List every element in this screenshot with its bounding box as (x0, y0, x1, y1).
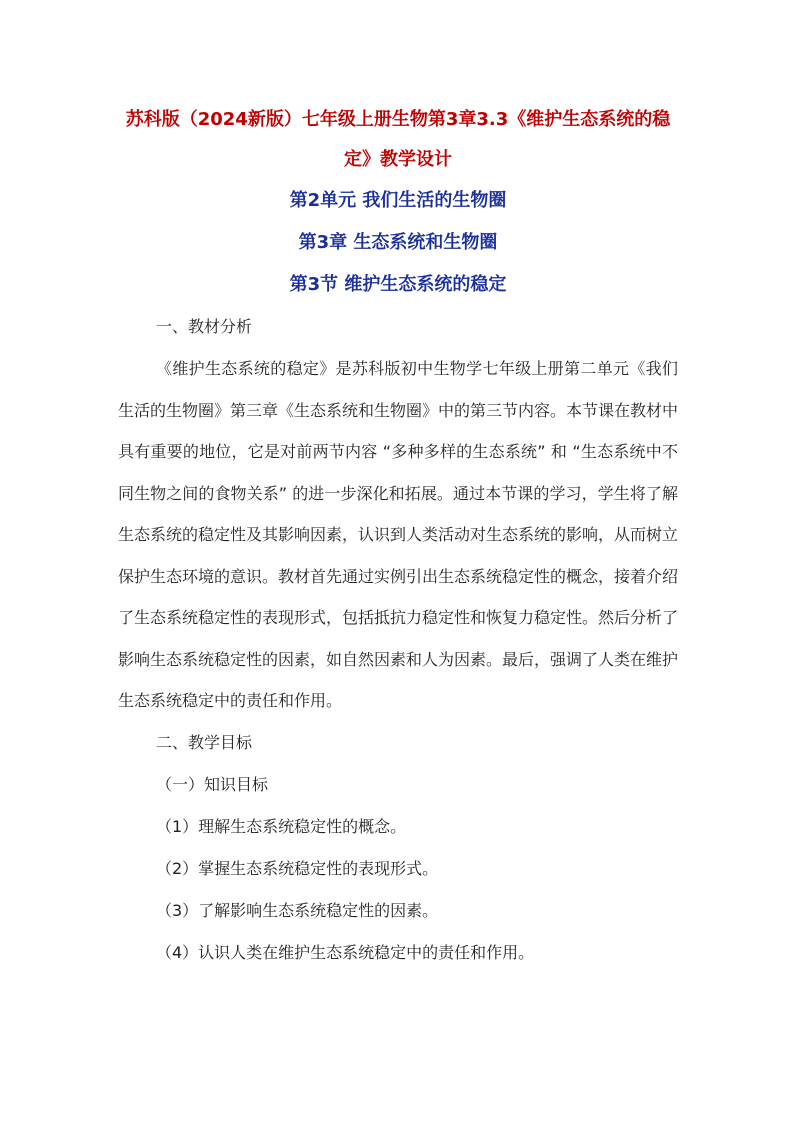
goal-item: （1）理解生态系统稳定性的概念。 (156, 816, 407, 836)
chapter-heading: 第3章 生态系统和生物圈 (298, 232, 498, 253)
document-content (118, 100, 678, 974)
goal-item: （4）认识人类在维护生态系统稳定中的责任和作用。 (156, 942, 535, 962)
goal-item: （3）了解影响生态系统稳定性的因素。 (156, 900, 439, 920)
goal-item: （2）掌握生态系统稳定性的表现形式。 (156, 858, 439, 878)
part1-heading: 一、教材分析 (156, 317, 253, 336)
section-heading: 第3节 维护生态系统的稳定 (289, 274, 507, 295)
part2-heading: 二、教学目标 (156, 732, 253, 752)
part1-paragraph: 《维护生态系统的稳定》是苏科版初中生物学七年级上册第二单元《我们生活的生物圈》第三章《生态系统和生物圈》中的第三节内容。本节课在教材中具有重要的地位，它是对前两节内容 “多种多样的生态系统” 和 “生态系统中不同生物之间的食物关系” 的进一步深化和拓展。通过本节课的学习，学生将了解生态系统的稳定性及其影响因素，认识到人类活动对生态系统的影响，从而树立保护生态环境的意识。教材首先通过实例引出生态系统稳定性的概念，接着介绍了生态系统稳定性的表现形式，包括抵抗力稳定性和恢复力稳定性。然后分析了影响生态系统稳定性的因素，如自然因素和人为因素。最后，强调了人类在维护生态系统稳定中的责任和作用。 (118, 359, 679, 710)
document-title: 苏科版（2024新版）七年级上册生物第3章3.3《维护生态系统的稳定》教学设计 (125, 109, 671, 170)
unit-heading: 第2单元 我们生活的生物圈 (289, 190, 507, 211)
subsection1-heading: （一）知识目标 (156, 774, 269, 794)
